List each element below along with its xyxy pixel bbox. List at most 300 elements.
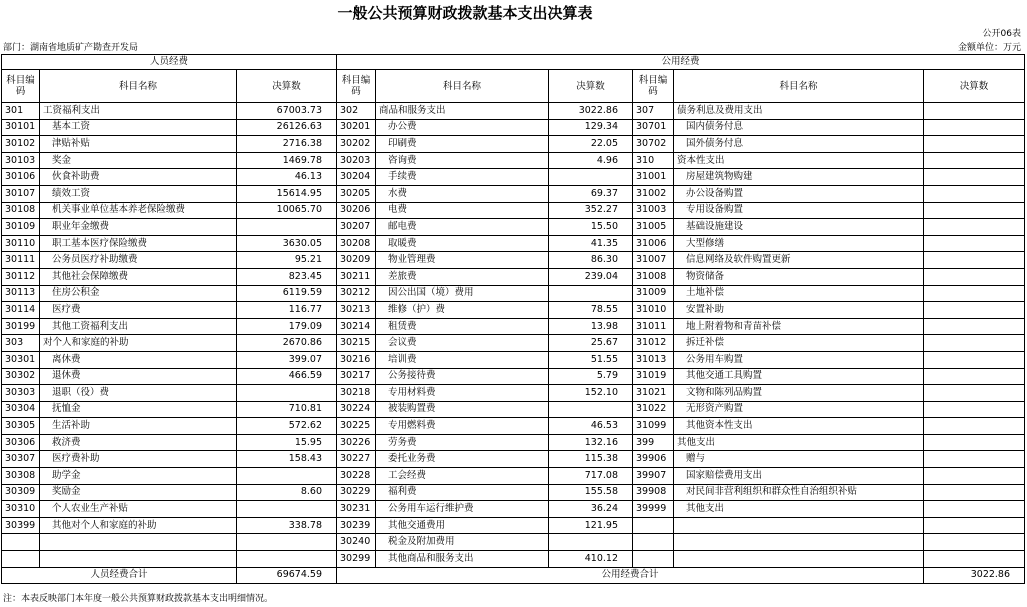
totals-row: [2, 567, 1025, 583]
public-a-name-cell: 物业管理费: [376, 252, 549, 269]
public-a-code-cell: 30240: [337, 534, 376, 551]
personnel-code-cell: 30399: [2, 517, 40, 534]
public-a-amount-cell: 86.30: [549, 252, 633, 269]
public-a-name-cell: 租赁费: [376, 318, 549, 335]
public-a-amount-cell: 51.55: [549, 351, 633, 368]
public-a-amount-cell: 41.35: [549, 235, 633, 252]
personnel-code-cell: 30111: [2, 252, 40, 269]
public-a-name-cell: 专用燃料费: [376, 418, 549, 435]
table-row: [2, 169, 1025, 186]
public-b-amount-cell: [924, 484, 1025, 501]
public-b-amount-cell: [924, 534, 1025, 551]
header-code: 科目编码: [633, 70, 674, 103]
public-a-name-cell: 办公费: [376, 119, 549, 136]
public-a-amount-cell: 121.95: [549, 517, 633, 534]
public-a-amount-cell: 69.37: [549, 185, 633, 202]
table-row: [2, 401, 1025, 418]
table-row: [2, 385, 1025, 402]
public-b-code-cell: 31011: [633, 318, 674, 335]
personnel-name-cell: [40, 551, 237, 568]
public-a-name-cell: 邮电费: [376, 219, 549, 236]
public-a-name-cell: 手续费: [376, 169, 549, 186]
personnel-total-value: 69674.59: [237, 567, 337, 583]
personnel-code-cell: 30307: [2, 451, 40, 468]
public-a-code-cell: 30201: [337, 119, 376, 136]
public-b-code-cell: [633, 534, 674, 551]
personnel-name-cell: 抚恤金: [40, 401, 237, 418]
personnel-name-cell: 职业年金缴费: [40, 219, 237, 236]
public-b-amount-cell: [924, 385, 1025, 402]
personnel-code-cell: [2, 551, 40, 568]
public-b-amount-cell: [924, 434, 1025, 451]
personnel-amount-cell: 3630.05: [237, 235, 337, 252]
public-a-code-cell: 30229: [337, 484, 376, 501]
personnel-code-cell: 30110: [2, 235, 40, 252]
public-a-name-cell: 其他商品和服务支出: [376, 551, 549, 568]
public-a-amount-cell: [549, 285, 633, 302]
public-b-name-cell: 国家赔偿费用支出: [674, 468, 924, 485]
personnel-name-cell: 其他对个人和家庭的补助: [40, 517, 237, 534]
public-a-code-cell: 30228: [337, 468, 376, 485]
personnel-total-label: 人员经费合计: [2, 567, 237, 583]
personnel-code-cell: 30114: [2, 302, 40, 319]
public-b-amount-cell: [924, 318, 1025, 335]
public-a-amount-cell: 152.10: [549, 385, 633, 402]
personnel-amount-cell: 46.13: [237, 169, 337, 186]
personnel-code-cell: 30112: [2, 268, 40, 285]
personnel-name-cell: [40, 534, 237, 551]
table-row: [2, 103, 1025, 120]
personnel-code-cell: 30102: [2, 136, 40, 153]
personnel-code-cell: 30106: [2, 169, 40, 186]
public-b-amount-cell: [924, 351, 1025, 368]
public-b-name-cell: 国外债务付息: [674, 136, 924, 153]
public-a-code-cell: 30224: [337, 401, 376, 418]
personnel-name-cell: 其他社会保障缴费: [40, 268, 237, 285]
public-b-amount-cell: [924, 302, 1025, 319]
public-a-amount-cell: [549, 169, 633, 186]
header-amount: 决算数: [237, 70, 337, 103]
personnel-amount-cell: [237, 385, 337, 402]
public-a-amount-cell: 155.58: [549, 484, 633, 501]
public-b-amount-cell: [924, 517, 1025, 534]
public-b-name-cell: 信息网络及软件购置更新: [674, 252, 924, 269]
public-a-name-cell: 其他交通费用: [376, 517, 549, 534]
public-a-name-cell: 会议费: [376, 335, 549, 352]
public-b-code-cell: 31003: [633, 202, 674, 219]
public-b-name-cell: 国内债务付息: [674, 119, 924, 136]
public-b-amount-cell: [924, 551, 1025, 568]
footnote: 注：本表反映部门本年度一般公共预算财政拨款基本支出明细情况。: [3, 594, 274, 604]
section-public: 公用经费: [337, 55, 1025, 70]
personnel-amount-cell: 10065.70: [237, 202, 337, 219]
public-b-code-cell: 39906: [633, 451, 674, 468]
public-a-amount-cell: 129.34: [549, 119, 633, 136]
public-b-name-cell: 地上附着物和青苗补偿: [674, 318, 924, 335]
personnel-amount-cell: [237, 534, 337, 551]
table-row: [2, 368, 1025, 385]
header-code: 科目编码: [2, 70, 40, 103]
public-b-code-cell: 31012: [633, 335, 674, 352]
public-total-value: 3022.86: [924, 567, 1025, 583]
table-row: [2, 136, 1025, 153]
personnel-name-cell: 医疗费补助: [40, 451, 237, 468]
personnel-name-cell: 生活补助: [40, 418, 237, 435]
personnel-amount-cell: 15.95: [237, 434, 337, 451]
personnel-amount-cell: [237, 501, 337, 518]
form-number: 公开06表: [982, 29, 1021, 39]
public-b-name-cell: 其他支出: [674, 501, 924, 518]
public-a-name-cell: 差旅费: [376, 268, 549, 285]
public-b-code-cell: 31008: [633, 268, 674, 285]
personnel-name-cell: 伙食补助费: [40, 169, 237, 186]
public-a-code-cell: 30213: [337, 302, 376, 319]
public-a-name-cell: 税金及附加费用: [376, 534, 549, 551]
personnel-code-cell: 30301: [2, 351, 40, 368]
personnel-name-cell: 退休费: [40, 368, 237, 385]
personnel-amount-cell: [237, 219, 337, 236]
public-b-code-cell: 31099: [633, 418, 674, 435]
public-b-amount-cell: [924, 285, 1025, 302]
personnel-code-cell: 30107: [2, 185, 40, 202]
public-a-amount-cell: 25.67: [549, 335, 633, 352]
personnel-amount-cell: 2716.38: [237, 136, 337, 153]
public-total-label: 公用经费合计: [337, 567, 924, 583]
personnel-amount-cell: 158.43: [237, 451, 337, 468]
public-a-name-cell: 劳务费: [376, 434, 549, 451]
public-b-name-cell: 其他交通工具购置: [674, 368, 924, 385]
public-a-name-cell: 被装购置费: [376, 401, 549, 418]
public-a-name-cell: 培训费: [376, 351, 549, 368]
table-row: [2, 351, 1025, 368]
public-a-name-cell: 维修（护）费: [376, 302, 549, 319]
personnel-code-cell: 30308: [2, 468, 40, 485]
public-a-code-cell: 30217: [337, 368, 376, 385]
public-b-name-cell: 其他资本性支出: [674, 418, 924, 435]
personnel-name-cell: 医疗费: [40, 302, 237, 319]
public-b-code-cell: [633, 551, 674, 568]
public-b-amount-cell: [924, 252, 1025, 269]
public-a-code-cell: 30209: [337, 252, 376, 269]
personnel-name-cell: 职工基本医疗保险缴费: [40, 235, 237, 252]
public-b-amount-cell: [924, 401, 1025, 418]
public-a-code-cell: 30227: [337, 451, 376, 468]
personnel-code-cell: [2, 534, 40, 551]
public-b-code-cell: 310: [633, 152, 674, 169]
personnel-name-cell: 离休费: [40, 351, 237, 368]
header-name: 科目名称: [674, 70, 924, 103]
public-b-amount-cell: [924, 219, 1025, 236]
personnel-name-cell: 其他工资福利支出: [40, 318, 237, 335]
personnel-code-cell: 30101: [2, 119, 40, 136]
table-row: [2, 468, 1025, 485]
table-row: [2, 418, 1025, 435]
table-row: [2, 202, 1025, 219]
public-a-amount-cell: 115.38: [549, 451, 633, 468]
public-a-code-cell: 30203: [337, 152, 376, 169]
public-b-name-cell: 对民间非营利组织和群众性自治组织补贴: [674, 484, 924, 501]
personnel-code-cell: 30199: [2, 318, 40, 335]
public-b-name-cell: 基础设施建设: [674, 219, 924, 236]
public-a-amount-cell: [549, 534, 633, 551]
table-row: [2, 335, 1025, 352]
table-row: [2, 451, 1025, 468]
header-amount: 决算数: [924, 70, 1025, 103]
public-a-amount-cell: 410.12: [549, 551, 633, 568]
public-a-code-cell: 30225: [337, 418, 376, 435]
header-code: 科目编码: [337, 70, 376, 103]
table-row: [2, 551, 1025, 568]
public-a-amount-cell: [549, 401, 633, 418]
personnel-amount-cell: 179.09: [237, 318, 337, 335]
public-a-amount-cell: 46.53: [549, 418, 633, 435]
public-b-name-cell: 赠与: [674, 451, 924, 468]
table-row: [2, 534, 1025, 551]
public-b-code-cell: [633, 517, 674, 534]
public-b-name-cell: 文物和陈列品购置: [674, 385, 924, 402]
personnel-name-cell: 机关事业单位基本养老保险缴费: [40, 202, 237, 219]
public-a-code-cell: 30204: [337, 169, 376, 186]
table-row: [2, 219, 1025, 236]
public-b-code-cell: 39907: [633, 468, 674, 485]
public-b-amount-cell: [924, 368, 1025, 385]
public-b-name-cell: 土地补偿: [674, 285, 924, 302]
public-a-name-cell: 专用材料费: [376, 385, 549, 402]
public-a-name-cell: 因公出国（境）费用: [376, 285, 549, 302]
public-b-amount-cell: [924, 136, 1025, 153]
personnel-code-cell: 30310: [2, 501, 40, 518]
section-header-row: [2, 55, 1025, 70]
personnel-code-cell: 30306: [2, 434, 40, 451]
public-b-name-cell: 公务用车购置: [674, 351, 924, 368]
public-b-code-cell: 39908: [633, 484, 674, 501]
public-a-code-cell: 302: [337, 103, 376, 120]
public-a-name-cell: 委托业务费: [376, 451, 549, 468]
public-b-code-cell: 30702: [633, 136, 674, 153]
public-a-code-cell: 30207: [337, 219, 376, 236]
public-a-amount-cell: 239.04: [549, 268, 633, 285]
unit-label: 金额单位：万元: [957, 43, 1021, 53]
personnel-name-cell: 救济费: [40, 434, 237, 451]
public-b-code-cell: 31005: [633, 219, 674, 236]
personnel-amount-cell: 8.60: [237, 484, 337, 501]
personnel-name-cell: 津贴补贴: [40, 136, 237, 153]
public-a-amount-cell: 4.96: [549, 152, 633, 169]
public-a-amount-cell: 13.98: [549, 318, 633, 335]
table-row: [2, 434, 1025, 451]
table-row: [2, 484, 1025, 501]
public-b-name-cell: [674, 534, 924, 551]
public-b-amount-cell: [924, 169, 1025, 186]
public-b-amount-cell: [924, 103, 1025, 120]
personnel-amount-cell: 1469.78: [237, 152, 337, 169]
personnel-amount-cell: 572.62: [237, 418, 337, 435]
public-b-code-cell: 31010: [633, 302, 674, 319]
personnel-amount-cell: 6119.59: [237, 285, 337, 302]
personnel-amount-cell: 95.21: [237, 252, 337, 269]
public-b-code-cell: 31019: [633, 368, 674, 385]
public-a-code-cell: 30206: [337, 202, 376, 219]
public-a-code-cell: 30211: [337, 268, 376, 285]
public-a-name-cell: 水费: [376, 185, 549, 202]
public-b-name-cell: 无形资产购置: [674, 401, 924, 418]
personnel-amount-cell: [237, 551, 337, 568]
public-b-name-cell: 房屋建筑物购建: [674, 169, 924, 186]
public-b-name-cell: 物资储备: [674, 268, 924, 285]
public-b-code-cell: 31009: [633, 285, 674, 302]
personnel-amount-cell: 116.77: [237, 302, 337, 319]
public-a-amount-cell: 36.24: [549, 501, 633, 518]
header-amount: 决算数: [549, 70, 633, 103]
table-row: [2, 501, 1025, 518]
public-b-amount-cell: [924, 235, 1025, 252]
public-a-code-cell: 30239: [337, 517, 376, 534]
public-a-name-cell: 电费: [376, 202, 549, 219]
personnel-amount-cell: 710.81: [237, 401, 337, 418]
personnel-code-cell: 30302: [2, 368, 40, 385]
personnel-code-cell: 30303: [2, 385, 40, 402]
public-b-code-cell: 31013: [633, 351, 674, 368]
public-b-code-cell: 31007: [633, 252, 674, 269]
public-a-amount-cell: 132.16: [549, 434, 633, 451]
public-b-name-cell: 其他支出: [674, 434, 924, 451]
public-b-code-cell: 31021: [633, 385, 674, 402]
table-row: [2, 185, 1025, 202]
header-name: 科目名称: [40, 70, 237, 103]
public-b-amount-cell: [924, 268, 1025, 285]
public-b-amount-cell: [924, 468, 1025, 485]
public-b-name-cell: 专用设备购置: [674, 202, 924, 219]
public-a-name-cell: 公务接待费: [376, 368, 549, 385]
public-a-code-cell: 30202: [337, 136, 376, 153]
public-b-amount-cell: [924, 501, 1025, 518]
table-row: [2, 119, 1025, 136]
page-title: 一般公共预算财政拨款基本支出决算表: [337, 4, 593, 22]
table-row: [2, 252, 1025, 269]
personnel-amount-cell: 26126.63: [237, 119, 337, 136]
personnel-amount-cell: 399.07: [237, 351, 337, 368]
public-b-code-cell: 399: [633, 434, 674, 451]
public-a-name-cell: 咨询费: [376, 152, 549, 169]
personnel-name-cell: 奖金: [40, 152, 237, 169]
public-b-amount-cell: [924, 152, 1025, 169]
section-personnel: 人员经费: [2, 55, 337, 70]
public-b-name-cell: [674, 551, 924, 568]
public-b-code-cell: 31002: [633, 185, 674, 202]
public-b-name-cell: 大型修缮: [674, 235, 924, 252]
public-a-name-cell: 福利费: [376, 484, 549, 501]
public-a-code-cell: 30218: [337, 385, 376, 402]
personnel-name-cell: 退职（役）费: [40, 385, 237, 402]
personnel-code-cell: 30108: [2, 202, 40, 219]
public-b-code-cell: 30701: [633, 119, 674, 136]
personnel-code-cell: 30304: [2, 401, 40, 418]
table-row: [2, 302, 1025, 319]
personnel-name-cell: 绩效工资: [40, 185, 237, 202]
department-label: 部门：湖南省地质矿产勘查开发局: [3, 43, 139, 53]
header-name: 科目名称: [376, 70, 549, 103]
public-b-name-cell: 办公设备购置: [674, 185, 924, 202]
public-a-amount-cell: 22.05: [549, 136, 633, 153]
personnel-code-cell: 30109: [2, 219, 40, 236]
table-row: [2, 268, 1025, 285]
public-a-amount-cell: 352.27: [549, 202, 633, 219]
public-b-name-cell: 安置补助: [674, 302, 924, 319]
personnel-amount-cell: 823.45: [237, 268, 337, 285]
personnel-name-cell: 基本工资: [40, 119, 237, 136]
public-b-amount-cell: [924, 335, 1025, 352]
public-a-amount-cell: 78.55: [549, 302, 633, 319]
public-b-code-cell: 31022: [633, 401, 674, 418]
public-a-name-cell: 工会经费: [376, 468, 549, 485]
public-b-code-cell: 39999: [633, 501, 674, 518]
public-a-code-cell: 30226: [337, 434, 376, 451]
personnel-name-cell: 个人农业生产补贴: [40, 501, 237, 518]
public-b-amount-cell: [924, 202, 1025, 219]
table-row: [2, 235, 1025, 252]
public-b-amount-cell: [924, 451, 1025, 468]
table-row: [2, 285, 1025, 302]
public-a-name-cell: 印刷费: [376, 136, 549, 153]
public-a-code-cell: 30299: [337, 551, 376, 568]
personnel-amount-cell: 466.59: [237, 368, 337, 385]
personnel-code-cell: 30305: [2, 418, 40, 435]
personnel-amount-cell: 67003.73: [237, 103, 337, 120]
public-b-code-cell: 307: [633, 103, 674, 120]
public-b-amount-cell: [924, 119, 1025, 136]
public-b-code-cell: 31001: [633, 169, 674, 186]
public-b-amount-cell: [924, 185, 1025, 202]
public-a-name-cell: 商品和服务支出: [376, 103, 549, 120]
personnel-code-cell: 30113: [2, 285, 40, 302]
public-b-name-cell: 资本性支出: [674, 152, 924, 169]
personnel-amount-cell: 2670.86: [237, 335, 337, 352]
table-row: [2, 152, 1025, 169]
public-b-amount-cell: [924, 418, 1025, 435]
public-a-name-cell: 公务用车运行维护费: [376, 501, 549, 518]
public-a-amount-cell: 15.50: [549, 219, 633, 236]
personnel-amount-cell: [237, 468, 337, 485]
public-a-code-cell: 30205: [337, 185, 376, 202]
public-a-code-cell: 30216: [337, 351, 376, 368]
expenditure-table: [1, 54, 1025, 584]
personnel-code-cell: 301: [2, 103, 40, 120]
personnel-name-cell: 对个人和家庭的补助: [40, 335, 237, 352]
personnel-name-cell: 奖励金: [40, 484, 237, 501]
personnel-amount-cell: 338.78: [237, 517, 337, 534]
personnel-name-cell: 公务员医疗补助缴费: [40, 252, 237, 269]
public-a-amount-cell: 5.79: [549, 368, 633, 385]
public-a-code-cell: 30215: [337, 335, 376, 352]
table-row: [2, 318, 1025, 335]
public-a-amount-cell: 717.08: [549, 468, 633, 485]
public-a-amount-cell: 3022.86: [549, 103, 633, 120]
public-a-code-cell: 30214: [337, 318, 376, 335]
personnel-code-cell: 30103: [2, 152, 40, 169]
personnel-name-cell: 工资福利支出: [40, 103, 237, 120]
personnel-name-cell: 住房公积金: [40, 285, 237, 302]
public-a-code-cell: 30212: [337, 285, 376, 302]
public-a-name-cell: 取暖费: [376, 235, 549, 252]
personnel-name-cell: 助学金: [40, 468, 237, 485]
personnel-code-cell: 30309: [2, 484, 40, 501]
public-b-name-cell: 债务利息及费用支出: [674, 103, 924, 120]
public-b-code-cell: 31006: [633, 235, 674, 252]
personnel-amount-cell: 15614.95: [237, 185, 337, 202]
personnel-code-cell: 303: [2, 335, 40, 352]
public-a-code-cell: 30231: [337, 501, 376, 518]
column-header-row: [2, 70, 1025, 103]
